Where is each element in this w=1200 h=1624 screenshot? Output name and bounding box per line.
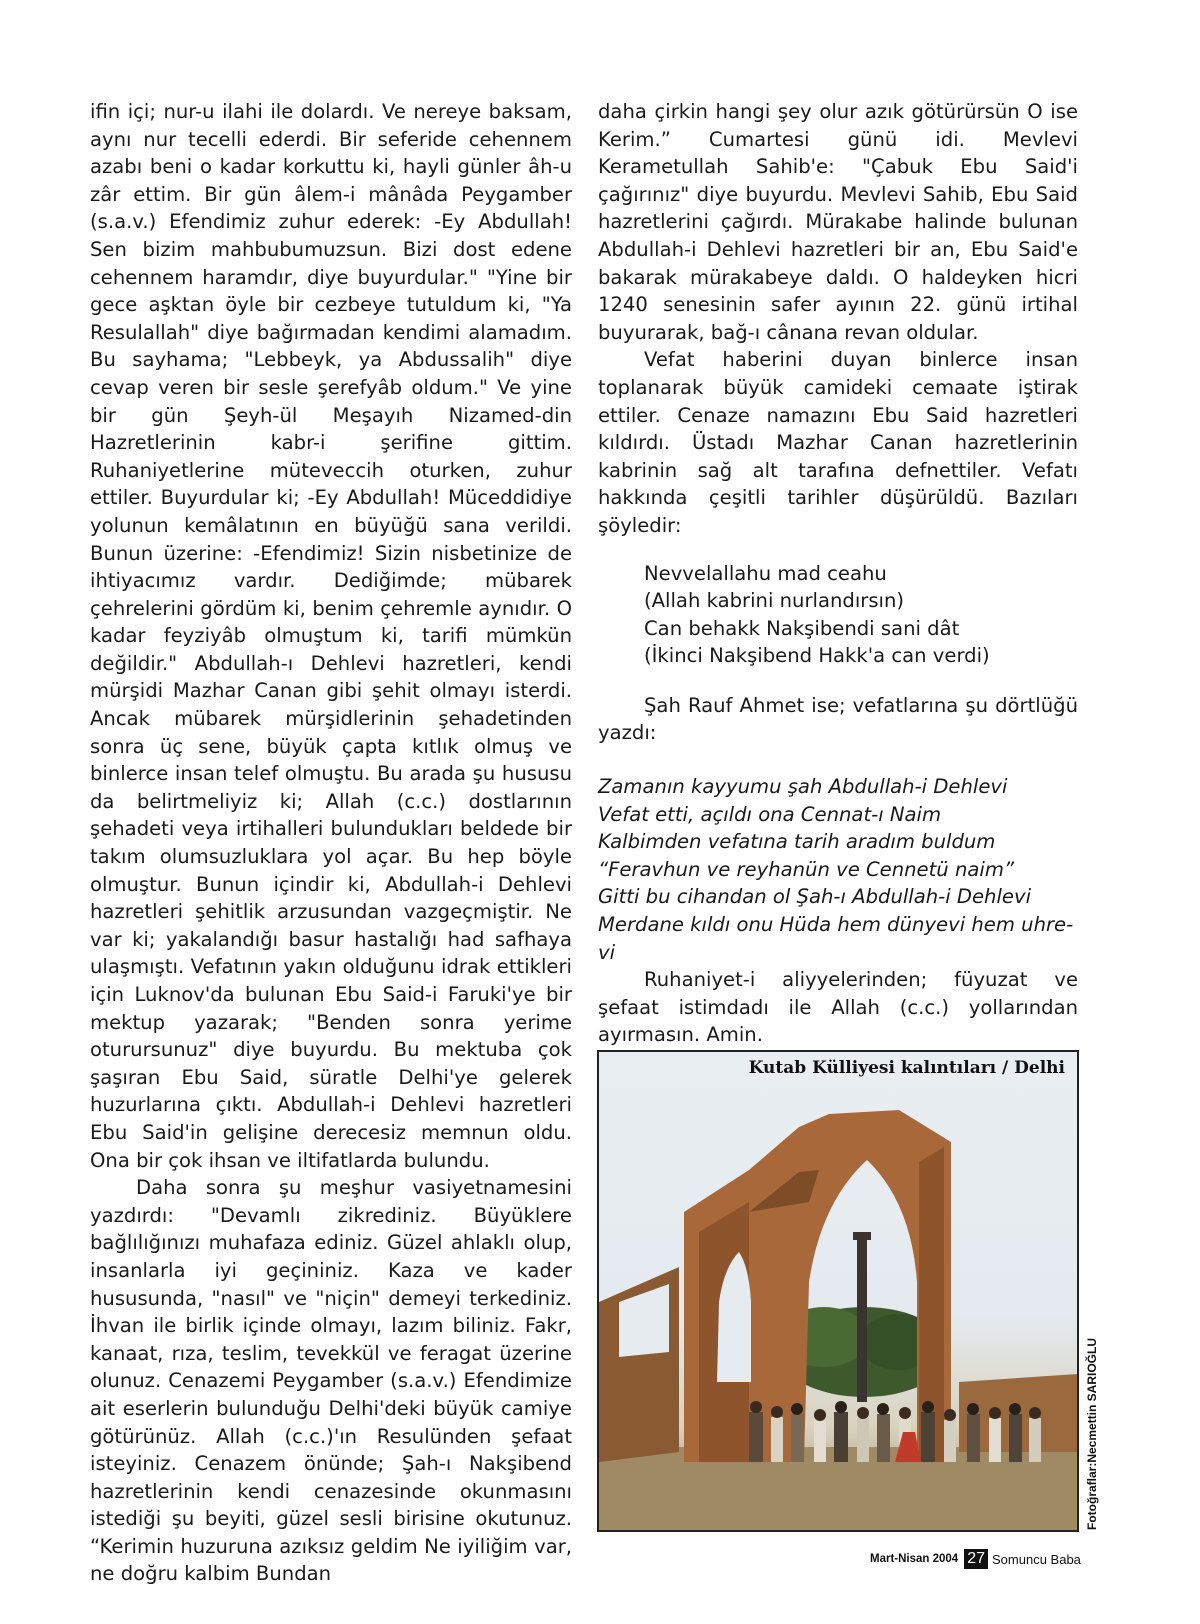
quatrain-line: “Feravhun ve reyhanün ve Cennetü naim” [598,857,1015,881]
poem-line: (Allah kabrini nurlandırsın) [644,589,905,613]
ruins-photo [597,1050,1079,1532]
page-footer [870,1547,1081,1571]
quatrain-line: Gitti bu cihandan ol Şah-ı Abdullah-i Dehlevi [598,885,1032,909]
ruins-illustration [599,1052,1077,1530]
page-number: 27 [964,1549,988,1569]
poem-line: Can behakk Nakşibendi sani dât [644,616,960,640]
quatrain-line: Merdane kıldı onu Hüda hem dünyevi hem uhre- [598,913,1074,937]
body-paragraph: Şah Rauf Ahmet ise; vefatlarına şu dörtlüğü yazdı: [598,693,1078,745]
body-paragraph: ifin içi; nur-u ilahi ile dolardı. Ve nereye baksam, aynı nur tecelli ederdi. Bir seferide cehennem azabı beni o kadar korkuttu ki, hayli günler âh-u zâr ettim. Bir gün âlem-i mânâda Peygamber (s.a.v.) Efendimiz zuhur ederek: -Ey Abdullah! Sen bizim mahbubumuzsun. Bizi dost edene cehennem haramdır, diye buyurdular." "Yine bir gece aşktan öyle bir cezbeye tutuldum ki, "Ya Resulallah" diye bağırmadan kendimi alamadım. Bu sayhama; "Lebbeyk, ya Abdussalih" diye cevap veren bir sesle şerefyâb oldum." Ve yine bir gün Şeyh-ül Meşayıh Nizamed-din Hazretlerinin kabr-i şerifine gittim. Ruhaniyetlerine müteveccih oturken, zuhur ettiler. Buyurdular ki; -Ey Abdullah! Müceddidiye yolunun kemâlatının en büyüğü sana verildi. Bunun üzerine: -Efendimiz! Sizin nisbetinize de ihtiyacımız vardır. Dediğimde; mübarek çehrelerini gördüm ki, benim çehremle aynıdır. O kadar feyziyâb olmuştum ki, tarifi mümkün değildir." Abdullah-ı Dehlevi hazretleri, kendi mürşidi Mazhar Canan gibi şehit olmayı isterdi. Ancak mübarek mürşidlerinin şehadetinden sonra üç sene, büyük çapta kıtlık olmuş ve binlerce insan telef olmuştu. Bu arada şu hususu da belirtmeliyiz ki; Allah (c.c.) dostlarının şehadeti veya irtihalleri bulundukları beldede bir takım olumsuzluklara yol açar. Bu hep böyle olmuştur. Bunun içindir ki, Abdullah-i Dehlevi hazretleri şehitlik arzusundan vazgeçmiştir. Ne var ki; yakalandığı basur hastalığı had safhaya ulaşmıştı. Vefatının yakın olduğunu idrak ettikleri için Luknov'da bulunan Ebu Said-i Faruki'ye bir mektup yazarak; "Benden sonra yerime oturursunuz" diye buyurdu. Bu mektuba çok şaşıran Ebu Said, süratle Delhi'ye gelerek huzurlarına çıktı. Abdullah-i Dehlevi hazretleri Ebu Said'in gelişine derecesiz memnun oldu. Ona bir çok ihsan ve iltifatlarda bulundu. [90,100,572,1172]
body-paragraph: Ruhaniyet-i aliyyelerinden; füyuzat ve şefaat istimdadı ile Allah (c.c.) yollarından ayırmasın. Amin. [598,968,1078,1047]
issue-date: Mart-Nisan 2004 [870,1553,959,1565]
photo-caption: Kutab Külliyesi kalıntıları / Delhi [748,1058,1065,1078]
left-column [90,98,572,1588]
body-paragraph: Daha sonra şu meşhur vasiyetnamesini yazdırdı: "Devamlı zikrediniz. Büyüklere bağlılığınızı muhafaza ediniz. Güzel ahlaklı olup, insanlarla iyi geçininiz. Kaza ve kader hususunda, "nasıl" ve "niçin" demeyi terkediniz. İhvan ile birlik içinde olmayı, lazım biliniz. Fakr, kanaat, rıza, teslim, tevekkül ve feragat üzerine olunuz. Cenazemi Peygamber (s.a.v.) Efendimize ait eserlerin bulunduğu Delhi'deki büyük camiye götürünüz. Allah (c.c.)'ın Resulünden şefaat isteyiniz. Cenazem önünde; Şah-ı Nakşibend hazretlerinin kendi cenazesinde okunmasını istediği şu beyiti, güzel sesli birisine okutunuz. “Kerimin huzuruna azıksız geldim Ne iyiliğim var, ne doğru kalbim Bundan [90,1176,572,1586]
quatrain-line: vi [598,940,616,964]
body-paragraph: Vefat haberini duyan binlerce insan toplanarak büyük camideki cemaate iştirak ettiler. Cenaze namazını Ebu Said hazretleri kıldırdı. Üstadı Mazhar Canan hazretlerinin kabrinin sağ alt tarafına defnettiler. Vefatı hakkında çeşitli tarihler düşürüldü. Bazıları şöyledir: [598,348,1078,537]
right-column [598,98,1078,1049]
quatrain-line: Zamanın kayyumu şah Abdullah-i Dehlevi [598,775,1008,799]
quatrain-line: Kalbimden vefatına tarih aradım buldum [598,830,996,854]
photo-credit: Fotoğraflar:Necmettin SARIOĞLU [1085,1337,1099,1530]
body-paragraph: daha çirkin hangi şey olur azık götürürsün O ise Kerim.” Cumartesi günü idi. Mevlevi Kerametullah Sahib'e: "Çabuk Ebu Said'i çağırınız" diye buyurdu. Mevlevi Sahib, Ebu Said hazretlerini çağırdı. Mürakabe halinde bulunan Abdullah-i Dehlevi hazretleri bir an, Ebu Said'e bakarak mürakabeye daldı. O haldeyken hicri 1240 senesinin safer ayının 22. günü irtihal buyurarak, bağ-ı cânana revan oldular. [598,100,1078,344]
iron-pillar [857,1237,867,1402]
poem-line: Nevvelallahu mad ceahu [644,561,887,585]
poem [644,560,1078,670]
quatrain [598,773,1078,966]
magazine-name: Somuncu Baba [992,1551,1081,1567]
quatrain-line: Vefat etti, açıldı ona Cennat-ı Naim [598,802,942,826]
poem-line: (İkinci Nakşibend Hakk'a can verdi) [644,644,990,668]
